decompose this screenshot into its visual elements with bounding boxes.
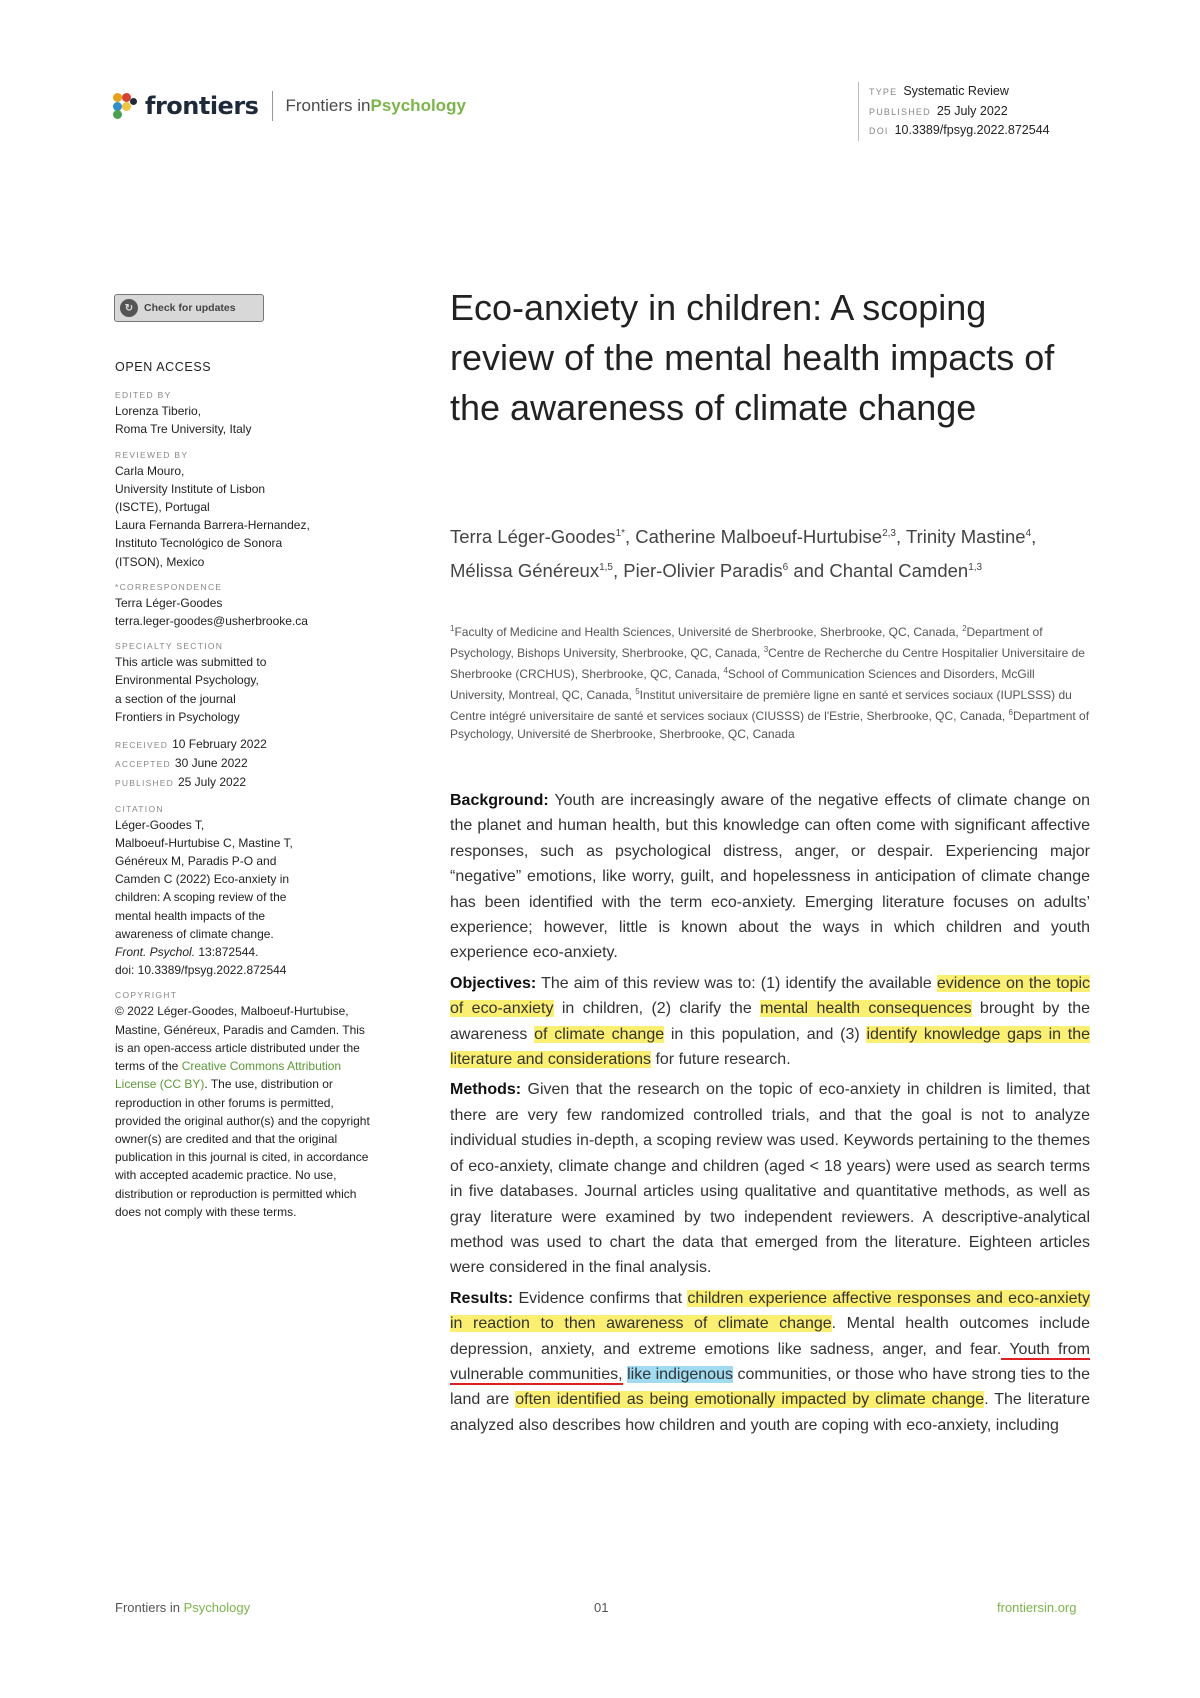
footer-journal-prefix: Frontiers in	[115, 1600, 184, 1615]
affil-text: Centre de Recherche du Centre Hospitalier Universitaire de Sherbrooke (CRCHUS), Sherbrooke, QC, Canada,	[450, 646, 1085, 681]
highlight[interactable]: evidence on the topic of eco-anxiety	[450, 974, 1090, 1018]
author-affil: 1,5	[599, 562, 613, 574]
reviewed-by-line: University Institute of Lisbon	[115, 481, 266, 496]
citation-doi[interactable]: doi: 10.3389/fpsyg.2022.872544	[115, 963, 287, 978]
underline-annotation[interactable]: Youth from vulnerable communities,	[450, 1340, 1091, 1383]
results-text: communities, or those who have strong ties to the land are	[450, 1365, 1091, 1409]
logo-text: frontiers	[145, 92, 259, 120]
objectives-text: in children, (2) clarify the	[553, 1000, 761, 1018]
author-affil: 1*	[615, 528, 626, 539]
reviewed-by-heading: REVIEWED BY	[115, 449, 189, 460]
footer-journal[interactable]	[115, 1600, 250, 1615]
accepted-date: 30 June 2022	[174, 756, 248, 771]
affil-text: Institut universitaire de première ligne en santé et services sociaux (IUPLSSS) du Centre intégré universitaire de santé et services sociaux (CIUSSS) de l'Estrie, Sherbrooke, QC, Canada,	[450, 688, 1072, 723]
methods-label: Methods:	[450, 1081, 522, 1099]
received-date: 10 February 2022	[172, 737, 267, 752]
check-for-updates-button[interactable]	[114, 294, 264, 322]
edited-by-heading: EDITED BY	[115, 390, 172, 401]
affil-text: School of Communication Sciences and Disorders, McGill University, Montreal, QC, Canada,	[450, 667, 1035, 702]
author-name[interactable]: Chantal Camden	[829, 560, 969, 582]
citation-line: children: A scoping review of the	[115, 890, 287, 905]
methods-text: Given that the research on the topic of eco-anxiety in children is limited, that there are very few randomized controlled trials, and that the goal is not to analyze individual studies in-depth, a scoping review was used. Keywords pertaining to the themes of eco-anxiety, climate change and children (aged < 18 years) were used as search terms in five databases. Journal articles using qualitative and quantitative methods, as well as gray literature were examined by two independent reviewers. A descriptive-analytical method was used to chart the data that emerged from the literature. Eighteen articles were considered in the final analysis.	[450, 1081, 1090, 1277]
affil-text: Faculty of Medicine and Health Sciences, Université de Sherbrooke, Sherbrooke, QC, Canada,	[454, 625, 963, 639]
cc-by-license-link[interactable]: Creative Commons Attribution License (CC BY)	[115, 1059, 342, 1092]
background-paragraph	[450, 788, 1090, 966]
results-text: Evidence confirms that	[513, 1289, 688, 1307]
meta-type-key: TYPE	[869, 87, 898, 97]
published-key: PUBLISHED	[115, 778, 174, 789]
background-text: Youth are increasingly aware of the negative effects of climate change on the planet and human health, but this knowledge can often come with significant affective responses, such as psychological distress, anger, or despair. Experiencing major “negative” emotions, like worry, guilt, and hopelessness in anticipation of climate change has been identified with the term eco-anxiety. Emerging literature focuses on adults’ experience; however, little is known about the ways in which children and youth experience eco-anxiety.	[450, 792, 1090, 962]
published-date: 25 July 2022	[177, 775, 247, 790]
author-name[interactable]: Pier-Olivier Paradis	[623, 560, 783, 582]
affil-num: 5	[635, 687, 640, 696]
affil-num: 3	[763, 645, 769, 654]
citation-line: Léger-Goodes T,	[115, 817, 205, 832]
highlight[interactable]: of climate change	[534, 1025, 665, 1043]
highlight-blue[interactable]: like indigenous	[627, 1365, 733, 1383]
author-name[interactable]: Terra Léger-Goodes	[450, 526, 616, 548]
copyright-pre: © 2022 Léger-Goodes, Malboeuf-Hurtubise, Mastine, Généreux, Paradis and Camden. This is an open-access article distributed under the terms of the	[115, 1004, 365, 1074]
check-updates-label: Check for updates	[144, 302, 236, 314]
footer-site-link[interactable]: frontiersin.org	[997, 1600, 1077, 1615]
edited-by-line: Lorenza Tiberio,	[115, 404, 202, 419]
specialty-line: a section of the journal	[115, 691, 236, 706]
affil-num: 4	[723, 666, 728, 675]
author-affil: 6	[782, 562, 789, 574]
edited-by-line: Roma Tre University, Italy	[115, 422, 252, 437]
copyright-text	[115, 1002, 370, 1220]
citation-line: awareness of climate change.	[115, 926, 274, 941]
reviewed-by-line: (ITSON), Mexico	[115, 554, 205, 569]
specialty-line: Frontiers in Psychology	[115, 709, 240, 724]
meta-published-key: PUBLISHED	[869, 106, 931, 117]
objectives-text: brought by the awareness	[450, 1000, 1091, 1043]
specialty-line: This article was submitted to	[115, 655, 267, 670]
citation-heading: CITATION	[115, 803, 164, 814]
citation-volume: 13:872544.	[195, 945, 259, 960]
page-number: 01	[594, 1600, 609, 1615]
open-access-label: OPEN ACCESS	[115, 360, 212, 374]
specialty-line: Environmental Psychology,	[115, 673, 259, 688]
meta-doi[interactable]: 10.3389/fpsyg.2022.872544	[894, 123, 1050, 137]
journal-prefix: Frontiers in	[285, 96, 371, 115]
refresh-icon: ↻	[120, 299, 138, 317]
objectives-paragraph	[450, 971, 1090, 1073]
citation-line: mental health impacts of the	[115, 908, 266, 923]
citation-line: Malboeuf-Hurtubise C, Mastine T,	[115, 835, 293, 850]
citation-line: Camden C (2022) Eco-anxiety in	[115, 872, 290, 887]
affil-num: 2	[962, 624, 967, 633]
received-key: RECEIVED	[115, 740, 169, 751]
meta-type: Systematic Review	[903, 84, 1009, 98]
methods-paragraph	[450, 1077, 1090, 1280]
copyright-post: . The use, distribution or reproduction in other forums is permitted, provided the original author(s) and the copyright owner(s) are credited and that the original publication in this journal is cited, in accordance with accepted academic practice. No use, distribution or reproduction is permitted which does not comply with these terms.	[115, 1077, 370, 1219]
affil-num: 1	[450, 624, 455, 633]
footer-journal-name: Psychology	[183, 1600, 251, 1615]
affil-text: Department of Psychology, Bishops University, Sherbrooke, QC, Canada,	[450, 625, 1043, 660]
highlight[interactable]: identify knowledge gaps in the literature and considerations	[450, 1025, 1091, 1069]
objectives-text: for future research.	[651, 1051, 791, 1069]
author-name[interactable]: Mélissa Généreux	[450, 560, 600, 582]
author-list: Terra Léger-Goodes$^{1*}$, Catherine Malboeuf-Hurtubise$^{2,3}$, Trinity Mastine$^4$, Mélissa Généreux$^{1,5}$, Pier-Olivier Paradis$^6$ and Chantal Camden$^{1,3}$	[450, 526, 1037, 582]
journal-name: Psychology	[370, 96, 466, 115]
journal-logo[interactable]	[113, 88, 493, 124]
affil-text: Department of Psychology, Université de Sherbrooke, Sherbrooke, QC, Canada	[450, 709, 1090, 741]
highlight[interactable]: mental health consequences	[760, 1000, 972, 1018]
meta-published: 25 July 2022	[936, 103, 1008, 118]
correspondence-name: Terra Léger-Goodes	[115, 595, 223, 610]
reviewed-by-line: (ISCTE), Portugal	[115, 500, 210, 515]
author-affil: 2,3	[882, 528, 896, 539]
affil-num: 6	[1008, 708, 1013, 717]
results-label: Results:	[450, 1289, 514, 1307]
meta-doi-key: DOI	[869, 126, 889, 136]
dates-block	[115, 735, 370, 793]
results-text: . Mental health outcomes include depression, anxiety, and extreme emotions like sadness, anger, and fear.	[450, 1315, 1090, 1358]
specialty-heading: SPECIALTY SECTION	[115, 641, 224, 652]
frontiers-logo-icon	[113, 93, 139, 119]
author-name[interactable]: Catherine Malboeuf-Hurtubise	[635, 526, 883, 548]
author-name[interactable]: Trinity Mastine	[905, 526, 1026, 548]
author-affil: 1,3	[968, 562, 983, 574]
objectives-text: The aim of this review was to: (1) identify the available	[536, 974, 937, 992]
highlight[interactable]: often identified as being emotionally impacted by climate change	[515, 1391, 985, 1409]
article-meta	[858, 82, 1050, 141]
citation-journal: Front. Psychol.	[115, 945, 196, 960]
affiliations	[450, 620, 1090, 743]
background-label: Background:	[450, 792, 549, 809]
results-paragraph	[450, 1286, 1090, 1438]
highlight[interactable]: children experience affective responses and eco-anxiety in reaction to then awareness of climate change	[450, 1289, 1090, 1333]
abstract	[450, 788, 1090, 1443]
reviewed-by-line: Carla Mouro,	[115, 463, 185, 478]
correspondence-email[interactable]: terra.leger-goodes@usherbrooke.ca	[115, 614, 308, 629]
objectives-text: in this population, and (3)	[664, 1025, 867, 1043]
article-title: Eco-anxiety in children: A scoping review of the mental health impacts of the awareness of climate change	[450, 287, 1055, 428]
objectives-label: Objectives:	[450, 974, 537, 992]
results-text: . The literature analyzed also describes how children and youth are coping with eco-anxiety, including	[450, 1391, 1091, 1434]
logo-divider	[272, 91, 273, 121]
correspondence-heading: *CORRESPONDENCE	[115, 581, 223, 592]
author-and: and	[788, 560, 825, 582]
author-affil: 4	[1025, 528, 1032, 539]
citation-line: Généreux M, Paradis P-O and	[115, 854, 277, 869]
sidebar	[115, 358, 370, 1221]
reviewed-by-line: Laura Fernanda Barrera-Hernandez,	[115, 518, 310, 533]
copyright-heading: COPYRIGHT	[115, 990, 178, 1001]
accepted-key: ACCEPTED	[115, 759, 171, 770]
reviewed-by-line: Instituto Tecnológico de Sonora	[115, 536, 283, 551]
